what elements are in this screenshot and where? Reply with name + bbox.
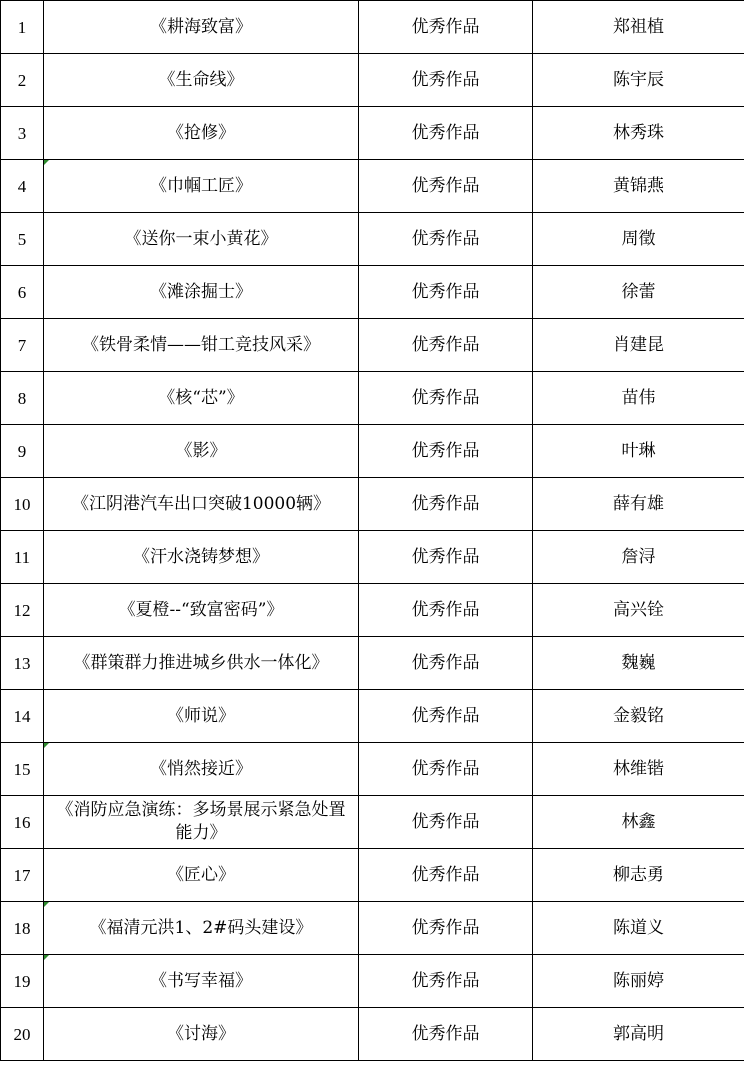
award-level-text: 优秀作品 — [411, 1023, 480, 1044]
author-name-text: 苗伟 — [621, 387, 656, 408]
work-title-text: 《悄然接近》 — [150, 758, 252, 779]
table-row — [1, 319, 744, 372]
work-title-cell — [44, 425, 359, 478]
author-name-cell — [533, 690, 744, 743]
cell-comment-marker-icon — [44, 902, 49, 907]
row-number-cell — [1, 690, 44, 743]
author-name-cell — [533, 796, 744, 849]
row-number-cell — [1, 1, 44, 54]
table-row — [1, 213, 744, 266]
work-title-cell — [44, 160, 359, 213]
award-level-text: 优秀作品 — [411, 546, 480, 567]
award-level-text: 优秀作品 — [411, 705, 480, 726]
author-name-cell — [533, 743, 744, 796]
work-title-text: 《匠心》 — [167, 864, 235, 885]
work-title-text: 《抢修》 — [167, 122, 235, 143]
table-row — [1, 690, 744, 743]
work-title-cell — [44, 54, 359, 107]
author-name-text: 郑祖植 — [613, 16, 664, 37]
award-level-text: 优秀作品 — [411, 387, 480, 408]
work-title-text: 《书写幸福》 — [150, 970, 252, 991]
work-title-cell — [44, 849, 359, 902]
author-name-cell — [533, 160, 744, 213]
row-number-text: 11 — [13, 547, 31, 567]
award-level-cell — [359, 584, 533, 637]
row-number-cell — [1, 743, 44, 796]
author-name-cell — [533, 849, 744, 902]
row-number-cell — [1, 478, 44, 531]
table-row — [1, 107, 744, 160]
work-title-cell — [44, 478, 359, 531]
award-level-text: 优秀作品 — [411, 281, 480, 302]
table-row — [1, 902, 744, 955]
row-number-text: 16 — [13, 812, 31, 832]
row-number-text: 1 — [17, 17, 27, 37]
award-level-cell — [359, 1008, 533, 1061]
award-level-cell — [359, 213, 533, 266]
award-level-cell — [359, 425, 533, 478]
work-title-text: 《汗水浇铸梦想》 — [133, 546, 269, 567]
award-level-cell — [359, 160, 533, 213]
work-title-cell — [44, 796, 359, 849]
work-title-cell — [44, 1008, 359, 1061]
award-level-cell — [359, 54, 533, 107]
work-title-text: 《讨海》 — [167, 1023, 235, 1044]
cell-comment-marker-icon — [44, 160, 49, 165]
work-title-text: 《群策群力推进城乡供水一体化》 — [73, 652, 329, 673]
author-name-text: 魏巍 — [621, 652, 656, 673]
award-level-text: 优秀作品 — [411, 69, 480, 90]
work-title-cell — [44, 319, 359, 372]
work-title-cell — [44, 637, 359, 690]
awards-table-body — [1, 1, 744, 1061]
work-title-text: 《江阴港汽车出口突破10000辆》 — [71, 493, 331, 514]
row-number-cell — [1, 955, 44, 1008]
author-name-cell — [533, 478, 744, 531]
row-number-text: 3 — [17, 123, 27, 143]
award-level-text: 优秀作品 — [411, 175, 480, 196]
work-title-cell — [44, 743, 359, 796]
work-title-cell — [44, 531, 359, 584]
row-number-text: 19 — [13, 971, 31, 991]
cell-comment-marker-icon — [44, 955, 49, 960]
award-level-text: 优秀作品 — [411, 228, 480, 249]
award-level-cell — [359, 319, 533, 372]
table-row — [1, 849, 744, 902]
row-number-cell — [1, 213, 44, 266]
row-number-text: 4 — [17, 176, 27, 196]
award-level-cell — [359, 266, 533, 319]
cell-comment-marker-icon — [44, 743, 49, 748]
author-name-cell — [533, 319, 744, 372]
row-number-cell — [1, 160, 44, 213]
author-name-cell — [533, 372, 744, 425]
award-level-text: 优秀作品 — [411, 599, 480, 620]
author-name-cell — [533, 637, 744, 690]
row-number-text: 13 — [13, 653, 31, 673]
table-row — [1, 1, 744, 54]
row-number-cell — [1, 266, 44, 319]
award-level-text: 优秀作品 — [411, 864, 480, 885]
row-number-cell — [1, 584, 44, 637]
award-level-text: 优秀作品 — [411, 970, 480, 991]
author-name-cell — [533, 955, 744, 1008]
table-row — [1, 266, 744, 319]
award-level-text: 优秀作品 — [411, 758, 480, 779]
work-title-cell — [44, 266, 359, 319]
row-number-text: 5 — [17, 229, 27, 249]
author-name-text: 薛有雄 — [613, 493, 664, 514]
author-name-text: 金毅铭 — [613, 705, 664, 726]
table-row — [1, 372, 744, 425]
award-level-cell — [359, 107, 533, 160]
award-level-cell — [359, 796, 533, 849]
work-title-text: 《滩涂掘士》 — [150, 281, 252, 302]
author-name-cell — [533, 584, 744, 637]
table-row — [1, 425, 744, 478]
row-number-cell — [1, 54, 44, 107]
table-row — [1, 955, 744, 1008]
row-number-text: 9 — [17, 441, 27, 461]
work-title-cell — [44, 372, 359, 425]
row-number-text: 14 — [13, 706, 31, 726]
work-title-cell — [44, 107, 359, 160]
author-name-text: 陈道义 — [613, 917, 664, 938]
table-row — [1, 743, 744, 796]
row-number-cell — [1, 372, 44, 425]
award-level-cell — [359, 849, 533, 902]
row-number-text: 12 — [13, 600, 31, 620]
award-level-text: 优秀作品 — [411, 652, 480, 673]
award-level-cell — [359, 902, 533, 955]
award-level-cell — [359, 743, 533, 796]
author-name-text: 叶琳 — [621, 440, 656, 461]
award-level-text: 优秀作品 — [411, 440, 480, 461]
table-row — [1, 1008, 744, 1061]
work-title-text: 《生命线》 — [158, 69, 244, 90]
author-name-text: 肖建昆 — [613, 334, 664, 355]
award-level-text: 优秀作品 — [411, 122, 480, 143]
author-name-text: 高兴铨 — [613, 599, 664, 620]
author-name-cell — [533, 902, 744, 955]
row-number-text: 20 — [13, 1024, 31, 1044]
author-name-text: 詹浔 — [621, 546, 656, 567]
row-number-cell — [1, 107, 44, 160]
row-number-text: 18 — [13, 918, 31, 938]
author-name-cell — [533, 1008, 744, 1061]
author-name-cell — [533, 213, 744, 266]
author-name-text: 陈宇辰 — [613, 69, 664, 90]
row-number-cell — [1, 849, 44, 902]
work-title-cell — [44, 902, 359, 955]
table-row — [1, 54, 744, 107]
row-number-text: 6 — [17, 282, 27, 302]
author-name-text: 林鑫 — [621, 811, 656, 832]
table-row — [1, 637, 744, 690]
work-title-text: 《耕海致富》 — [150, 16, 252, 37]
award-level-cell — [359, 478, 533, 531]
row-number-cell — [1, 1008, 44, 1061]
author-name-text: 郭高明 — [613, 1023, 664, 1044]
author-name-cell — [533, 1, 744, 54]
work-title-cell — [44, 1, 359, 54]
award-level-text: 优秀作品 — [411, 16, 480, 37]
author-name-text: 徐蕾 — [621, 281, 656, 302]
work-title-text: 《核“芯”》 — [158, 387, 244, 408]
award-level-cell — [359, 637, 533, 690]
author-name-text: 林秀珠 — [613, 122, 664, 143]
award-level-text: 优秀作品 — [411, 811, 480, 832]
author-name-text: 林维锴 — [613, 758, 664, 779]
award-level-cell — [359, 955, 533, 1008]
author-name-text: 柳志勇 — [613, 864, 664, 885]
author-name-cell — [533, 107, 744, 160]
table-row — [1, 160, 744, 213]
award-level-cell — [359, 1, 533, 54]
row-number-cell — [1, 425, 44, 478]
work-title-cell — [44, 955, 359, 1008]
award-level-cell — [359, 531, 533, 584]
award-level-text: 优秀作品 — [411, 334, 480, 355]
table-row — [1, 584, 744, 637]
table-row — [1, 796, 744, 849]
work-title-cell — [44, 584, 359, 637]
work-title-text: 《福清元洪1、2#码头建设》 — [89, 917, 313, 938]
table-row — [1, 478, 744, 531]
row-number-text: 17 — [13, 865, 31, 885]
row-number-cell — [1, 531, 44, 584]
work-title-text: 《巾帼工匠》 — [150, 175, 252, 196]
author-name-cell — [533, 54, 744, 107]
row-number-text: 7 — [17, 335, 27, 355]
work-title-text: 《消防应急演练：多场景展示紧急处置能力》 — [56, 800, 346, 843]
work-title-cell — [44, 690, 359, 743]
author-name-cell — [533, 425, 744, 478]
row-number-cell — [1, 796, 44, 849]
row-number-text: 10 — [13, 494, 31, 514]
row-number-text: 8 — [17, 388, 27, 408]
author-name-cell — [533, 531, 744, 584]
row-number-text: 15 — [13, 759, 31, 779]
author-name-text: 黄锦燕 — [613, 175, 664, 196]
award-level-cell — [359, 690, 533, 743]
table-row — [1, 531, 744, 584]
row-number-cell — [1, 319, 44, 372]
award-level-cell — [359, 372, 533, 425]
author-name-cell — [533, 266, 744, 319]
author-name-text: 周徵 — [621, 228, 656, 249]
row-number-cell — [1, 637, 44, 690]
work-title-text: 《铁骨柔情——钳工竞技风采》 — [82, 334, 320, 355]
row-number-cell — [1, 902, 44, 955]
author-name-text: 陈丽婷 — [613, 970, 664, 991]
award-level-text: 优秀作品 — [411, 493, 480, 514]
work-title-text: 《师说》 — [167, 705, 235, 726]
award-level-text: 优秀作品 — [411, 917, 480, 938]
work-title-text: 《送你一束小黄花》 — [124, 228, 278, 249]
row-number-text: 2 — [17, 70, 27, 90]
work-title-text: 《夏橙--“致富密码”》 — [118, 599, 284, 620]
work-title-cell — [44, 213, 359, 266]
work-title-text: 《影》 — [175, 440, 227, 461]
